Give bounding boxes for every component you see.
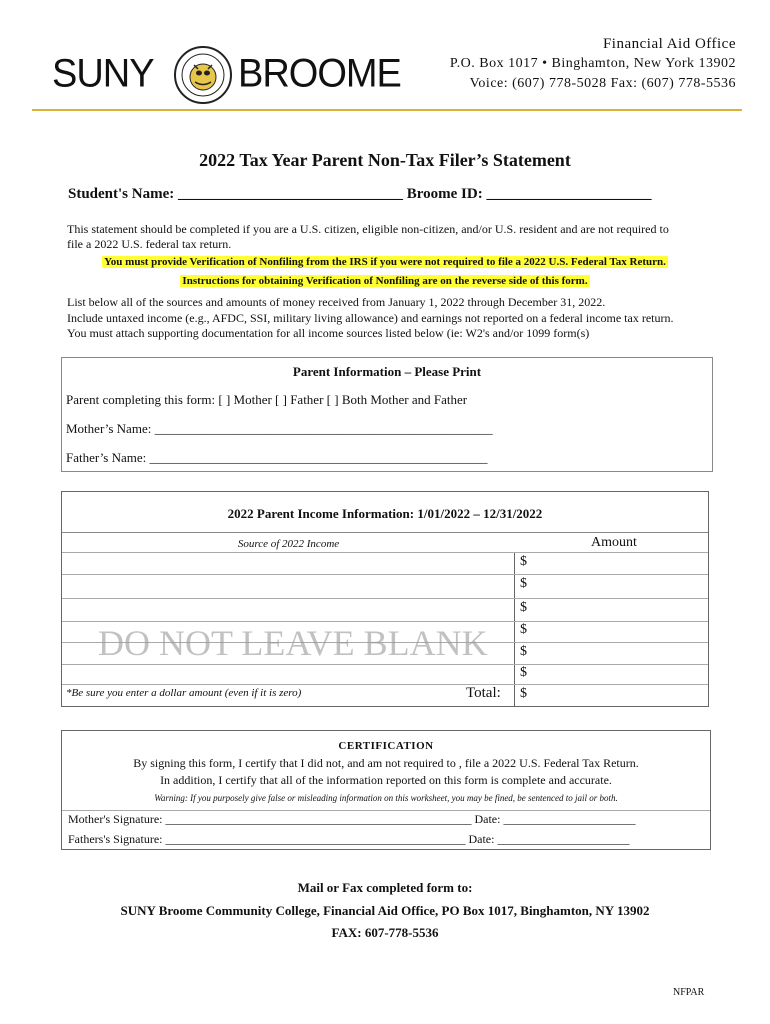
father-name-field[interactable]: Father’s Name: ____________________________________________________: [66, 450, 488, 465]
logo-suny: SUNY: [52, 51, 154, 97]
header-rule: [32, 109, 742, 111]
income-box: [61, 491, 709, 707]
instruction-line-3: You must attach supporting documentation for all income sources listed below (ie: W2's and/or 1099 form(s): [67, 326, 590, 340]
mother-signature-field[interactable]: Mother's Signature: ___________________________________________________ Date: ______________________: [68, 812, 636, 826]
amount-field-6[interactable]: $: [520, 665, 527, 680]
highlight-line-1: [0, 256, 770, 268]
office-address: P.O. Box 1017 • Binghamton, New York 13902: [449, 56, 736, 71]
certification-box: [61, 730, 711, 850]
college-seal-icon: [173, 45, 233, 105]
highlight-text-1: You must provide Verification of Nonfiling from the IRS if you were not required to file a 2022 U.S. Federal Tax Return.: [104, 256, 666, 268]
instruction-line-1: List below all of the sources and amounts of money received from January 1, 2022 through December 31, 2022.: [67, 295, 606, 309]
mother-name-field[interactable]: Mother’s Name: ____________________________________________________: [66, 421, 493, 436]
row-divider: [62, 574, 708, 575]
logo-broome: BROOME: [238, 51, 401, 97]
office-name: Financial Aid Office: [602, 36, 736, 52]
student-name-line[interactable]: Student's Name: ______________________________ Broome ID: ______________________: [68, 186, 652, 202]
row-divider: [62, 598, 708, 599]
amount-field-5[interactable]: $: [520, 644, 527, 659]
mail-heading: Mail or Fax completed form to:: [297, 880, 473, 895]
row-divider: [62, 684, 708, 685]
highlight-text-2: Instructions for obtaining Verification of Nonfiling are on the reverse side of this form.: [182, 275, 588, 287]
warning-text: Warning: If you purposely give false or misleading information on this worksheet, you may be fined, be sentenced to jail or both.: [154, 793, 618, 803]
divider: [62, 532, 708, 533]
row-divider: [62, 552, 708, 553]
instruction-line-2: Include untaxed income (e.g., AFDC, SSI, military living allowance) and earnings not reported on a federal income tax return.: [67, 311, 674, 325]
mail-fax: FAX: 607-778-5536: [331, 925, 439, 940]
parent-info-heading: Parent Information – Please Print: [292, 364, 482, 379]
column-divider: [514, 552, 515, 706]
amount-column-header: Amount: [591, 535, 637, 550]
total-amount-field[interactable]: $: [520, 686, 527, 701]
total-label: Total:: [466, 685, 501, 701]
amount-field-4[interactable]: $: [520, 622, 527, 637]
amount-field-1[interactable]: $: [520, 554, 527, 569]
row-divider: [62, 664, 708, 665]
parent-completing-field[interactable]: Parent completing this form: [ ] Mother [ ] Father [ ] Both Mother and Father: [66, 392, 468, 407]
certification-line-1: By signing this form, I certify that I did not, and am not required to , file a 2022 U.S. Federal Tax Return.: [133, 756, 639, 770]
form-title: 2022 Tax Year Parent Non-Tax Filer’s Statement: [199, 150, 571, 170]
dollar-amount-note: *Be sure you enter a dollar amount (even if it is zero): [66, 687, 302, 699]
income-heading: 2022 Parent Income Information: 1/01/2022 – 12/31/2022: [227, 506, 543, 521]
amount-field-3[interactable]: $: [520, 600, 527, 615]
office-info: [450, 34, 736, 94]
certification-heading: CERTIFICATION: [338, 740, 434, 752]
office-phone: Voice: (607) 778-5028 Fax: (607) 778-5536: [469, 76, 736, 91]
highlight-line-2: [0, 275, 770, 287]
certification-line-2: In addition, I certify that all of the information reported on this form is complete and accurate.: [160, 773, 612, 787]
father-signature-field[interactable]: Fathers's Signature: __________________________________________________ Date: ______________________: [68, 832, 630, 846]
mail-address: SUNY Broome Community College, Financial Aid Office, PO Box 1017, Binghamton, NY 13902: [120, 903, 650, 918]
amount-field-2[interactable]: $: [520, 576, 527, 591]
intro-line-2: file a 2022 U.S. federal tax return.: [67, 237, 232, 251]
intro-line-1: This statement should be completed if you are a U.S. citizen, eligible non-citizen, and/or U.S. resident and are not required to: [67, 222, 669, 236]
do-not-leave-blank-watermark: DO NOT LEAVE BLANK: [98, 623, 488, 663]
parent-info-box: [61, 357, 713, 472]
divider: [62, 810, 710, 811]
source-column-header: Source of 2022 Income: [237, 538, 340, 550]
form-code: NFPAR: [673, 987, 705, 998]
